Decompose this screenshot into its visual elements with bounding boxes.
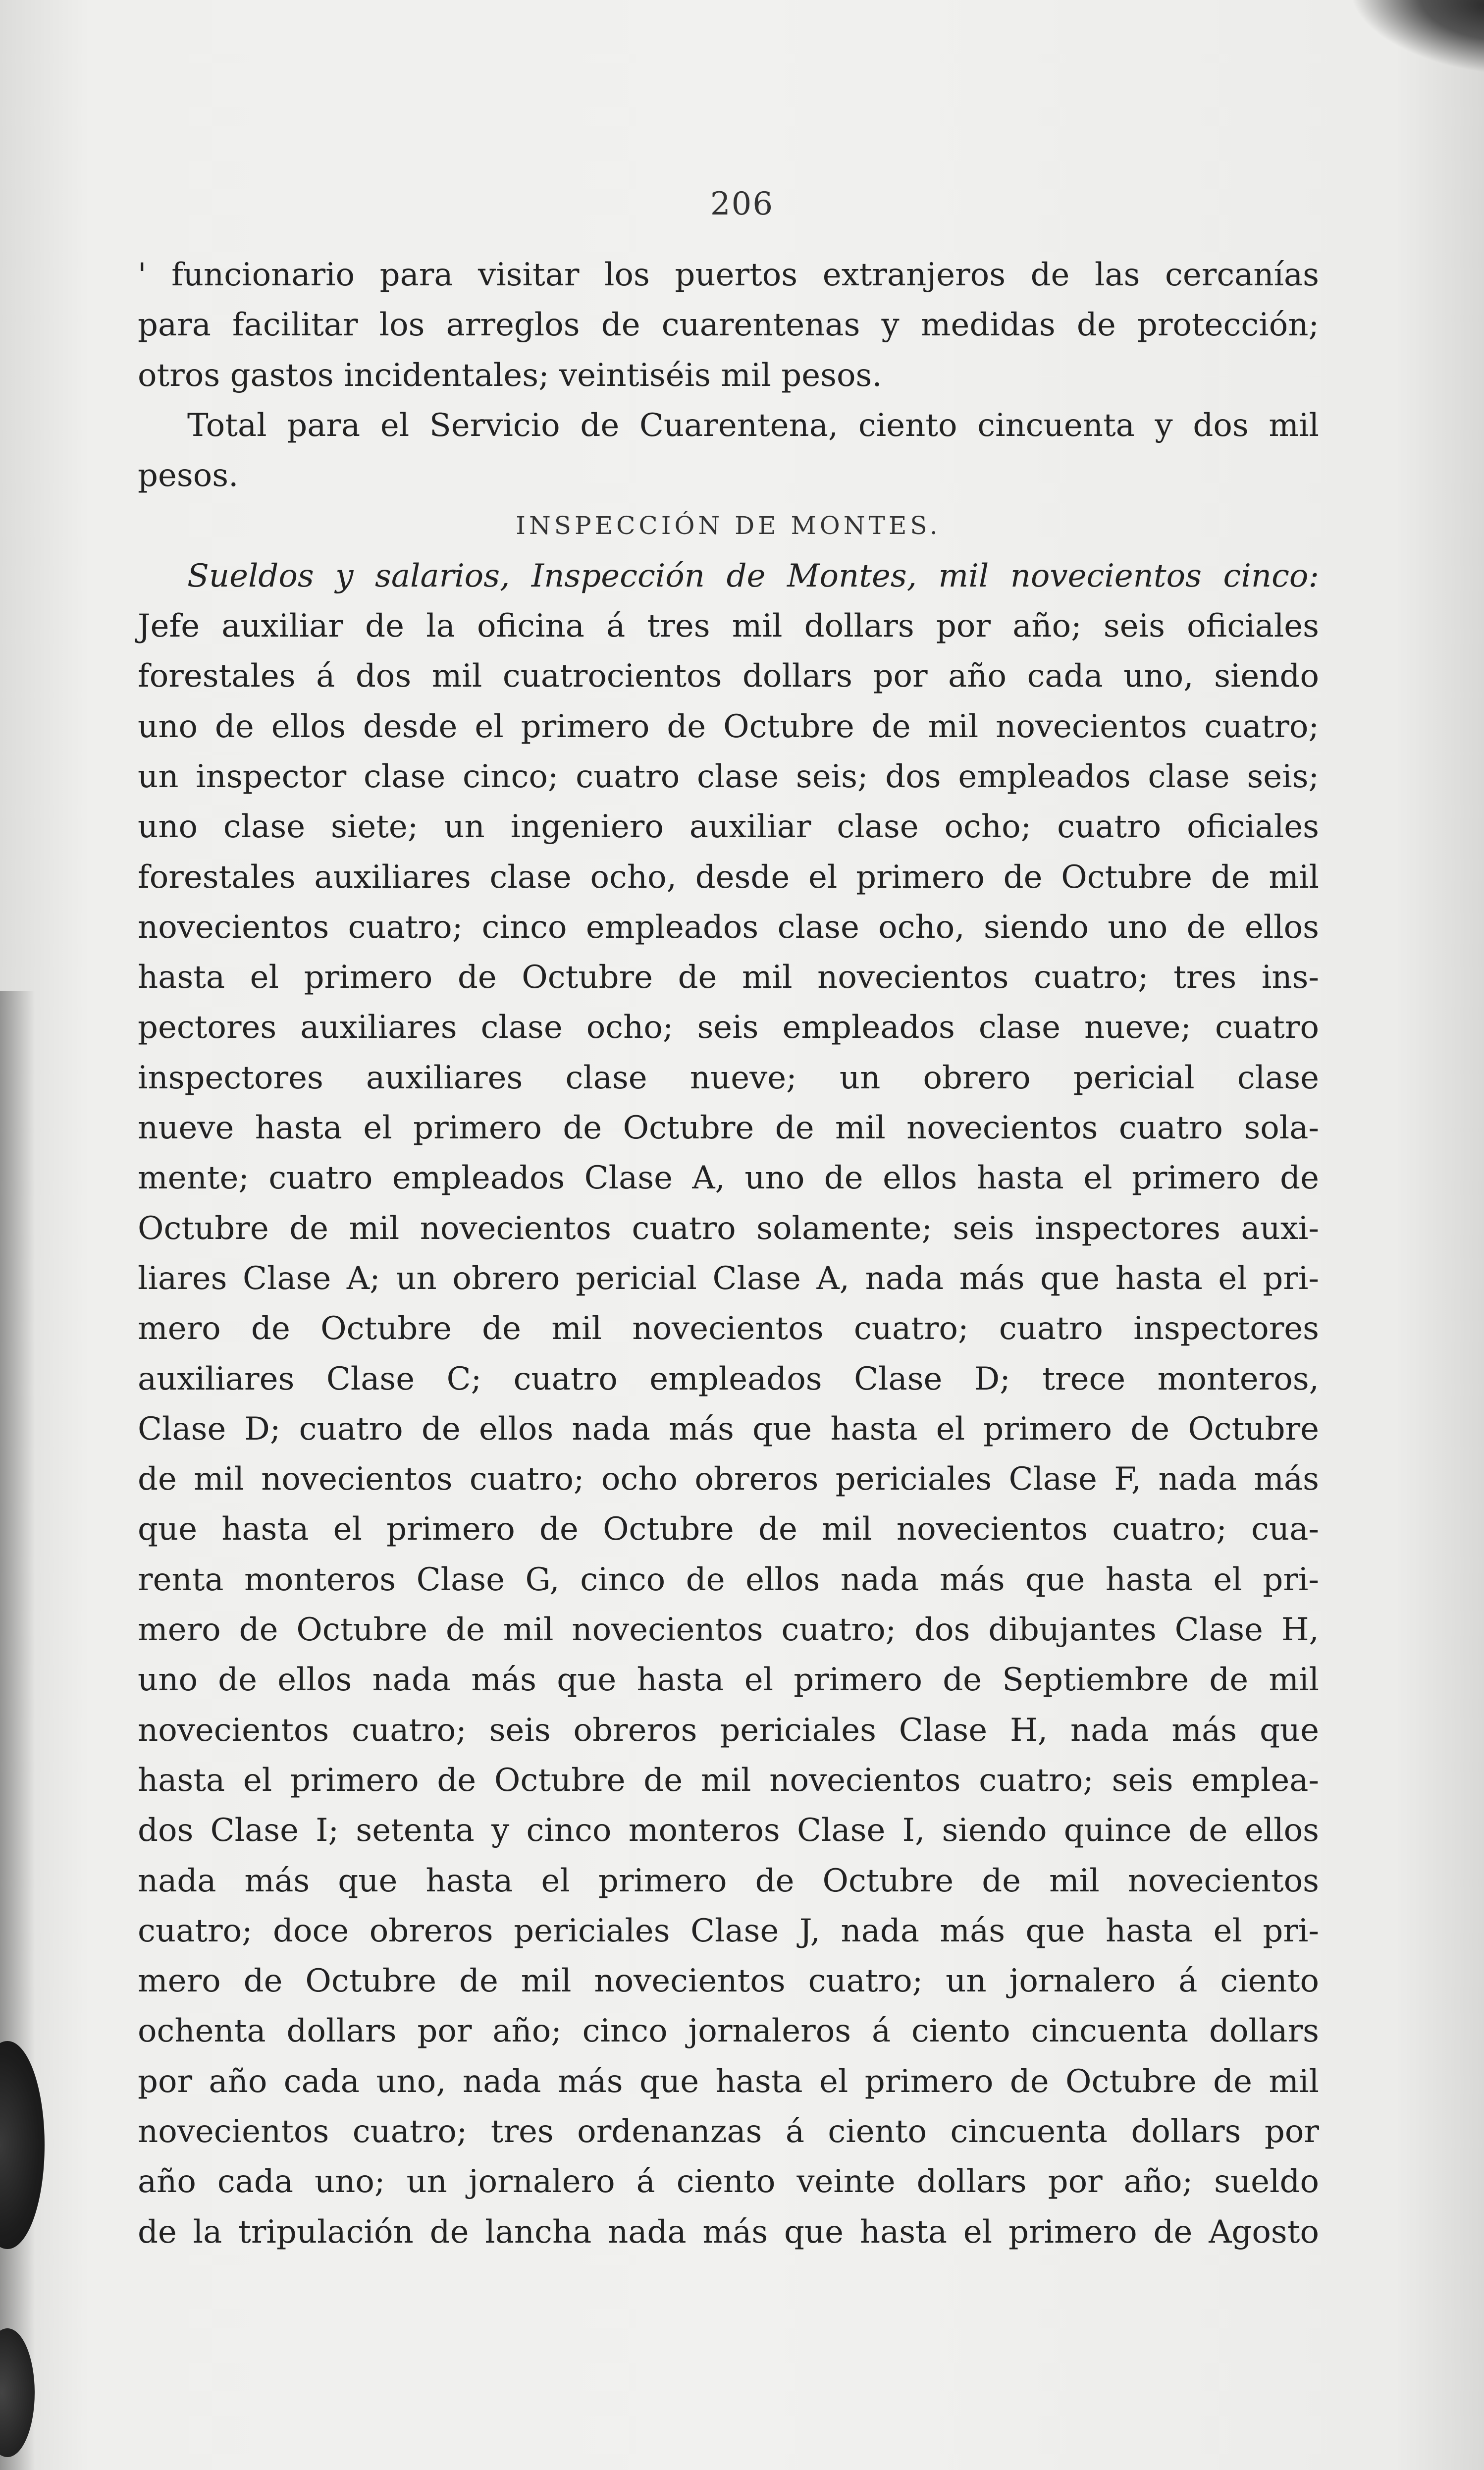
text-line: nada más que hasta el primero de Octubre de mil novecientos: [138, 1862, 1319, 1899]
text-line: liares Clase A; un obrero pericial Clase A, nada más que hasta el pri-: [138, 1260, 1319, 1297]
text-line: dos Clase I; setenta y cinco monteros Clase I, siendo quince de ellos: [138, 1812, 1319, 1849]
text-line: Clase D; cuatro de ellos nada más que hasta el primero de Octubre: [138, 1410, 1319, 1448]
text-line: otros gastos incidentales; veintiséis mil pesos.: [138, 357, 882, 394]
text-line: novecientos cuatro; cinco empleados clase ocho, siendo uno de ellos: [138, 909, 1319, 946]
section-heading: INSPECCIÓN DE MONTES.: [516, 511, 941, 540]
text-line: uno de ellos nada más que hasta el primero de Septiembre de mil: [138, 1662, 1319, 1699]
text-line: mero de Octubre de mil novecientos cuatro; dos dibujantes Clase H,: [138, 1611, 1319, 1649]
text-line: año cada uno; un jornalero á ciento veinte dollars por año; sueldo: [138, 2163, 1319, 2201]
text-line: un inspector clase cinco; cuatro clase seis; dos empleados clase seis;: [138, 758, 1319, 795]
text-line: mero de Octubre de mil novecientos cuatro; un jornalero á ciento: [138, 1963, 1319, 2000]
section-intro-line: Sueldos y salarios, Inspección de Montes, mil novecientos cinco:: [187, 557, 1319, 594]
text-line: mente; cuatro empleados Clase A, uno de ellos hasta el primero de: [138, 1160, 1319, 1197]
text-line: novecientos cuatro; tres ordenanzas á ciento cincuenta dollars por: [138, 2113, 1319, 2150]
text-line: de la tripulación de lancha nada más que hasta el primero de Agosto: [138, 2213, 1319, 2251]
text-line: uno de ellos desde el primero de Octubre de mil novecientos cuatro;: [138, 708, 1319, 745]
text-line: uno clase siete; un ingeniero auxiliar clase ocho; cuatro oficiales: [138, 808, 1319, 846]
text-line: nueve hasta el primero de Octubre de mil novecientos cuatro sola-: [138, 1110, 1319, 1147]
text-line: para facilitar los arreglos de cuarentenas y medidas de protección;: [138, 307, 1319, 344]
body-text: [138, 250, 1319, 2257]
text-line: ochenta dollars por año; cinco jornaleros á ciento cincuenta dollars: [138, 2013, 1319, 2050]
text-line: que hasta el primero de Octubre de mil novecientos cuatro; cua-: [138, 1511, 1319, 1548]
text-line: auxiliares Clase C; cuatro empleados Clase D; trece monteros,: [138, 1360, 1319, 1397]
text-line: novecientos cuatro; seis obreros periciales Clase H, nada más que: [138, 1712, 1319, 1749]
text-line: ' funcionario para visitar los puertos extranjeros de las cercanías: [138, 257, 1319, 293]
text-line: por año cada uno, nada más que hasta el primero de Octubre de mil: [138, 2063, 1319, 2100]
text-line: de mil novecientos cuatro; ocho obreros periciales Clase F, nada más: [138, 1461, 1319, 1498]
text-line: pesos.: [138, 457, 239, 494]
text-line: hasta el primero de Octubre de mil novecientos cuatro; tres ins-: [138, 959, 1319, 996]
text-line: Total para el Servicio de Cuarentena, ciento cincuenta y dos mil: [187, 407, 1319, 444]
text-line: Jefe auxiliar de la oficina á tres mil dollars por año; seis oficiales: [138, 608, 1319, 645]
text-line: renta monteros Clase G, cinco de ellos nada más que hasta el pri-: [138, 1561, 1319, 1598]
text-line: forestales auxiliares clase ocho, desde el primero de Octubre de mil: [138, 859, 1319, 896]
page-number: 206: [710, 186, 774, 222]
finger-shadow: [0, 2041, 45, 2249]
text-line: forestales á dos mil cuatrocientos dollars por año cada uno, siendo: [138, 658, 1319, 695]
text-line: hasta el primero de Octubre de mil novecientos cuatro; seis emplea-: [138, 1762, 1319, 1799]
text-line: pectores auxiliares clase ocho; seis empleados clase nueve; cuatro: [138, 1009, 1319, 1046]
text-line: Octubre de mil novecientos cuatro solamente; seis inspectores auxi-: [138, 1210, 1319, 1247]
text-line: cuatro; doce obreros periciales Clase J, nada más que hasta el pri-: [138, 1912, 1319, 1949]
corner-shadow: [1340, 0, 1484, 75]
section-body: [138, 601, 1319, 2257]
text-line: mero de Octubre de mil novecientos cuatro; cuatro inspectores: [138, 1310, 1319, 1347]
text-line: inspectores auxiliares clase nueve; un obrero pericial clase: [138, 1059, 1319, 1096]
